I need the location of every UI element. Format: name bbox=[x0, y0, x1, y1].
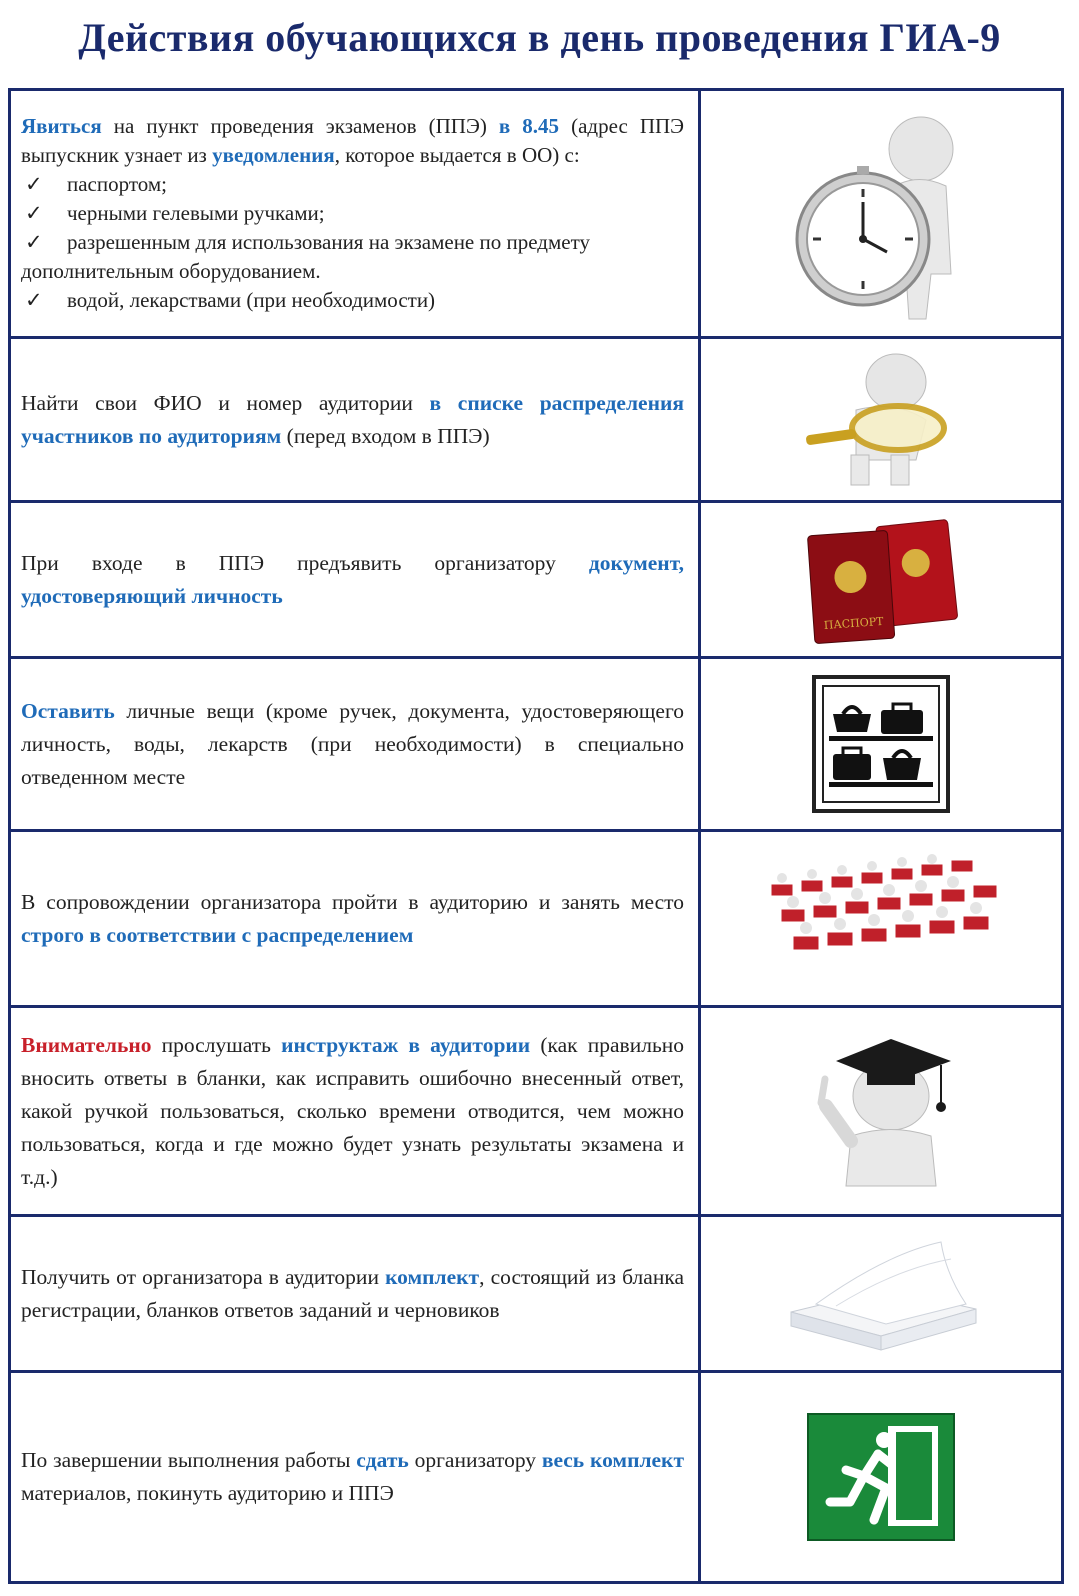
passport-icon bbox=[701, 503, 1061, 656]
table-row bbox=[11, 503, 1061, 659]
check-icon: ✓ bbox=[25, 230, 43, 254]
text-span: (как правильно вносить ответы в бланки, как исправить ошибочно внесенный ответ, какой ручкой пользоваться, сколько времени отводится, чем можно пользоваться, когда и где можно будет узнать результаты экзамена и т.д.) bbox=[21, 1032, 685, 1189]
text-span: По завершении выполнения работы bbox=[21, 1448, 357, 1472]
text-span: Получить от организатора в аудитории bbox=[21, 1264, 386, 1289]
list-item bbox=[21, 170, 684, 199]
table-row bbox=[11, 91, 1061, 339]
magnifier-person-icon bbox=[701, 339, 1061, 500]
table-row bbox=[11, 1373, 1061, 1581]
highlight-text: комплект bbox=[385, 1264, 480, 1289]
row-text bbox=[11, 832, 701, 1005]
text-span: материалов, покинуть аудиторию и ППЭ bbox=[21, 1481, 394, 1505]
highlight-text: в 8.45 bbox=[498, 114, 560, 138]
text-span: , которое выдается в ОО) с: bbox=[334, 143, 580, 167]
row-paragraph bbox=[21, 886, 684, 952]
row-text bbox=[11, 503, 701, 656]
row-text bbox=[11, 1373, 701, 1581]
list-item-text: паспортом; bbox=[67, 172, 167, 196]
row-text bbox=[11, 339, 701, 500]
actions-table bbox=[8, 88, 1064, 1584]
row-text bbox=[11, 1008, 701, 1214]
table-row bbox=[11, 1008, 1061, 1217]
highlight-text: документ, удостоверяющий личность bbox=[21, 550, 684, 608]
list-item-continuation: дополнительным оборудованием. bbox=[21, 259, 321, 283]
check-icon: ✓ bbox=[25, 288, 43, 312]
row-paragraph bbox=[21, 1261, 684, 1327]
row-text bbox=[11, 1217, 701, 1370]
list-item bbox=[21, 286, 684, 315]
text-span: В сопровождении организатора пройти в аудиторию и занять место bbox=[21, 889, 684, 914]
text-span: (адрес ППЭ выпускник узнает из bbox=[21, 114, 685, 167]
passport-label: ПАСПОРТ bbox=[823, 614, 884, 632]
check-icon: ✓ bbox=[25, 172, 43, 196]
highlight-text: Явиться bbox=[21, 114, 102, 138]
graduate-person-icon bbox=[701, 1008, 1061, 1214]
row-text bbox=[11, 91, 701, 336]
highlight-text: в списке распределения участников по аудиториям bbox=[21, 390, 684, 448]
highlight-text: уведомления bbox=[212, 143, 335, 167]
row-paragraph bbox=[21, 387, 684, 453]
baggage-storage-icon bbox=[701, 659, 1061, 829]
highlight-text: строго в соответствии с распределением bbox=[21, 922, 414, 947]
warning-text: Внимательно bbox=[21, 1032, 152, 1057]
table-row bbox=[11, 339, 1061, 503]
list-item-text: черными гелевыми ручками; bbox=[67, 201, 325, 225]
list-item-text: водой, лекарствами (при необходимости) bbox=[67, 288, 436, 312]
highlight-text: инструктаж в аудитории bbox=[281, 1032, 531, 1057]
paper-stack-icon bbox=[701, 1217, 1061, 1370]
table-row bbox=[11, 1217, 1061, 1373]
page-title: Действия обучающихся в день проведения ГИА-9 bbox=[78, 15, 1001, 60]
table-row bbox=[11, 659, 1061, 832]
list-item bbox=[21, 199, 684, 228]
text-span: (перед входом в ППЭ) bbox=[281, 423, 490, 448]
text-span: прослушать bbox=[151, 1032, 282, 1057]
text-span: Найти свои ФИО и номер аудитории bbox=[21, 390, 430, 415]
table-row bbox=[11, 832, 1061, 1008]
text-span: При входе в ППЭ предъявить организатору bbox=[21, 550, 589, 575]
text-span: личные вещи (кроме ручек, документа, удостоверяющего личность, воды, лекарств (при необходимости) в специально отведенном месте bbox=[21, 698, 684, 789]
text-span: , состоящий из бланка регистрации, бланков ответов заданий и черновиков bbox=[21, 1264, 684, 1322]
row-paragraph bbox=[21, 112, 684, 170]
highlight-text: сдать bbox=[356, 1448, 409, 1472]
check-icon: ✓ bbox=[25, 201, 43, 225]
exit-sign-icon bbox=[701, 1373, 1061, 1581]
row-paragraph bbox=[21, 695, 684, 794]
row-paragraph bbox=[21, 1029, 684, 1194]
row-paragraph bbox=[21, 547, 684, 613]
highlight-text: весь комплект bbox=[541, 1448, 685, 1472]
text-span: на пункт проведения экзаменов (ППЭ) bbox=[101, 114, 499, 138]
person-clock-icon bbox=[701, 91, 1061, 336]
classroom-desks-icon bbox=[701, 832, 1061, 1005]
list-item bbox=[21, 228, 684, 257]
text-span: организатору bbox=[408, 1448, 542, 1472]
list-item-text: разрешенным для использования на экзамене по предмету bbox=[67, 230, 590, 254]
row-paragraph bbox=[21, 1444, 684, 1510]
row-text bbox=[11, 659, 701, 829]
check-list bbox=[21, 170, 684, 315]
highlight-text: Оставить bbox=[21, 698, 115, 723]
